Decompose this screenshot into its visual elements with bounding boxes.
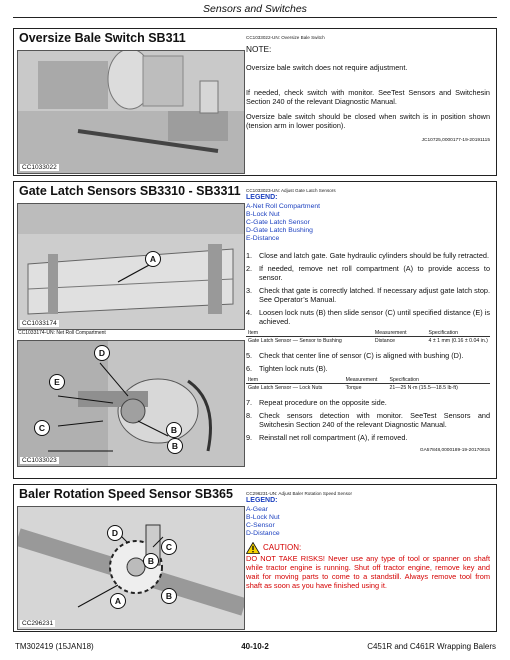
callout-b: B: [166, 422, 182, 438]
footer-doc-id: TM302419 (15JAN18): [15, 642, 94, 651]
warning-triangle-icon: [246, 542, 260, 554]
callout-a: A: [145, 251, 161, 267]
figure-gate-latch-sensor: [17, 340, 245, 467]
callout-c: C: [161, 539, 177, 555]
legend-item: A-Gear: [246, 505, 268, 513]
figure-code: CC1033174: [22, 320, 57, 327]
section-oversize-bale-switch: [13, 28, 497, 176]
step-item: 2. If needed, remove net roll compartment (A) to provide access to sensor.: [246, 263, 490, 282]
callout-d: D: [107, 525, 123, 541]
callout-b-2: B: [161, 588, 177, 604]
legend-title: LEGEND:: [246, 497, 278, 504]
spec-header: Item: [246, 377, 344, 384]
rotation-speed-sensor-illustration: [18, 507, 244, 629]
callout-d: D: [94, 345, 110, 361]
legend-item: D-Gate Latch Bushing: [246, 227, 313, 235]
spec-table-torque: [246, 377, 490, 393]
rotation-sensor-text-column: [246, 491, 490, 590]
spec-header: Specification: [388, 377, 491, 384]
section-gate-latch-sensors: [13, 181, 497, 479]
callout-b-2: B: [167, 438, 183, 454]
spec-header: Specification: [427, 330, 490, 337]
procedure-steps-a: [246, 251, 490, 326]
legend-item: A-Net Roll Compartment: [246, 202, 321, 210]
spec-cell: 21—25 N·m (15.5—18.5 lb·ft): [389, 385, 458, 392]
callout-c: C: [34, 420, 50, 436]
oversize-bale-switch-illustration: [18, 51, 244, 173]
procedure-steps-c: [246, 398, 490, 442]
step-item: 1. Close and latch gate. Gate hydraulic cylinders should be fully retracted.: [246, 250, 489, 260]
header-rule: [13, 17, 497, 18]
section-baler-rotation-speed-sensor: [13, 484, 497, 632]
step-item: 5. Check that center line of sensor (C) is aligned with bushing (D).: [246, 350, 464, 360]
note-text: Oversize bale switch does not require adjustment.: [246, 63, 408, 72]
reference-code: GA57848,0000189-19-20170615: [419, 447, 490, 453]
caution-text: DO NOT TAKE RISKS! Never use any type of tool or spanner on shaft while tractor engine is running. Shut off tractor engine, remove key and wait for moving parts to come to a standstill. Always remove tool from shaft as soon as you have finished using it.: [246, 554, 490, 591]
spec-cell: Gate Latch Sensor — Sensor to Bushing: [248, 338, 342, 345]
note-label: NOTE:: [246, 44, 272, 54]
step-item: 8. Check sensors detection with monitor. SeeTest Sensors and Switchesin Section 240 of the relevant Diagnostic Manual.: [246, 410, 490, 429]
spec-header: Measurement: [344, 377, 388, 384]
figure-oversize-bale-switch: [17, 50, 245, 174]
callout-e: E: [49, 374, 65, 390]
header-title: Sensors and Switches: [203, 3, 307, 15]
paragraph-check-switch: If needed, check switch with monitor. SeeTest Sensors and Switchesin Section 240 of the relevant Diagnostic Manual.: [246, 88, 490, 106]
legend-item: C-Sensor: [246, 521, 275, 529]
legend-item: B-Lock Nut: [246, 513, 280, 521]
legend-item: D-Distance: [246, 530, 280, 538]
footer-page-number: 40-10-2: [241, 642, 269, 651]
legend-item: E-Distance: [246, 235, 280, 243]
paragraph-switch-closed: Oversize bale switch should be closed when switch is in position shown (tension arm in lower position).: [246, 112, 490, 130]
gate-latch-text-column: [246, 188, 490, 455]
step-item: 6. Tighten lock nuts (B).: [246, 363, 328, 373]
figure-net-roll-compartment: [17, 203, 245, 330]
spec-cell: Distance: [374, 338, 396, 345]
section-title: Gate Latch Sensors SB3310 - SB3311: [19, 184, 241, 198]
caution-block: [246, 542, 490, 590]
gate-latch-sensor-illustration: [18, 341, 244, 466]
net-roll-compartment-illustration: [18, 204, 244, 329]
step-item: 4. Loosen lock nuts (B) then slide sensor (C) until specified distance (E) is achieved.: [246, 307, 490, 326]
figure-code: CC1033023: [22, 457, 57, 464]
procedure-steps-b: [246, 351, 490, 373]
footer-title: C451R and C461R Wrapping Balers: [367, 642, 496, 651]
spec-header: Measurement: [373, 330, 427, 337]
figure-code: CC296231: [22, 620, 54, 627]
spec-table-distance: [246, 330, 490, 346]
spec-cell: Torque: [345, 385, 362, 392]
legend-item: C-Gate Latch Sensor: [246, 218, 310, 226]
figure-reference: CC296231-UN: Adjust Baler Rotation Speed Sensor: [246, 491, 352, 496]
callout-b: B: [143, 553, 159, 569]
spec-cell: 4 ± 1 mm (0.16 ± 0.04 in.): [428, 338, 488, 345]
figure-reference: CC1033023-UN: Adjust Gate Latch Sensors: [246, 188, 336, 193]
figure-reference: CC1033022-UN: Oversize Bale Switch: [246, 35, 325, 40]
oversize-text-column: [246, 35, 490, 145]
caution-title: CAUTION:: [263, 543, 302, 553]
spec-cell: Gate Latch Sensor — Lock Nuts: [248, 385, 323, 392]
legend-item: B-Lock Nut: [246, 210, 280, 218]
step-item: 7. Repeat procedure on the opposite side.: [246, 397, 387, 407]
figure-code: CC1033022: [22, 164, 57, 171]
step-item: 3. Check that gate is correctly latched. If necessary adjust gate latch stop. See Operator’s Manual.: [246, 285, 490, 304]
section-title: Baler Rotation Speed Sensor SB365: [19, 487, 233, 501]
figure-rotation-speed-sensor: [17, 506, 245, 630]
callout-a: A: [110, 593, 126, 609]
section-title: Oversize Bale Switch SB311: [19, 31, 186, 45]
figure-caption: CC1033174-UN: Net Roll Compartment: [18, 330, 106, 336]
step-item: 9. Reinstall net roll compartment (A), if removed.: [246, 432, 408, 442]
spec-header: Item: [246, 330, 373, 337]
reference-code: JC10725,0000177-19-20191115: [421, 138, 490, 143]
legend-title: LEGEND:: [246, 194, 278, 201]
